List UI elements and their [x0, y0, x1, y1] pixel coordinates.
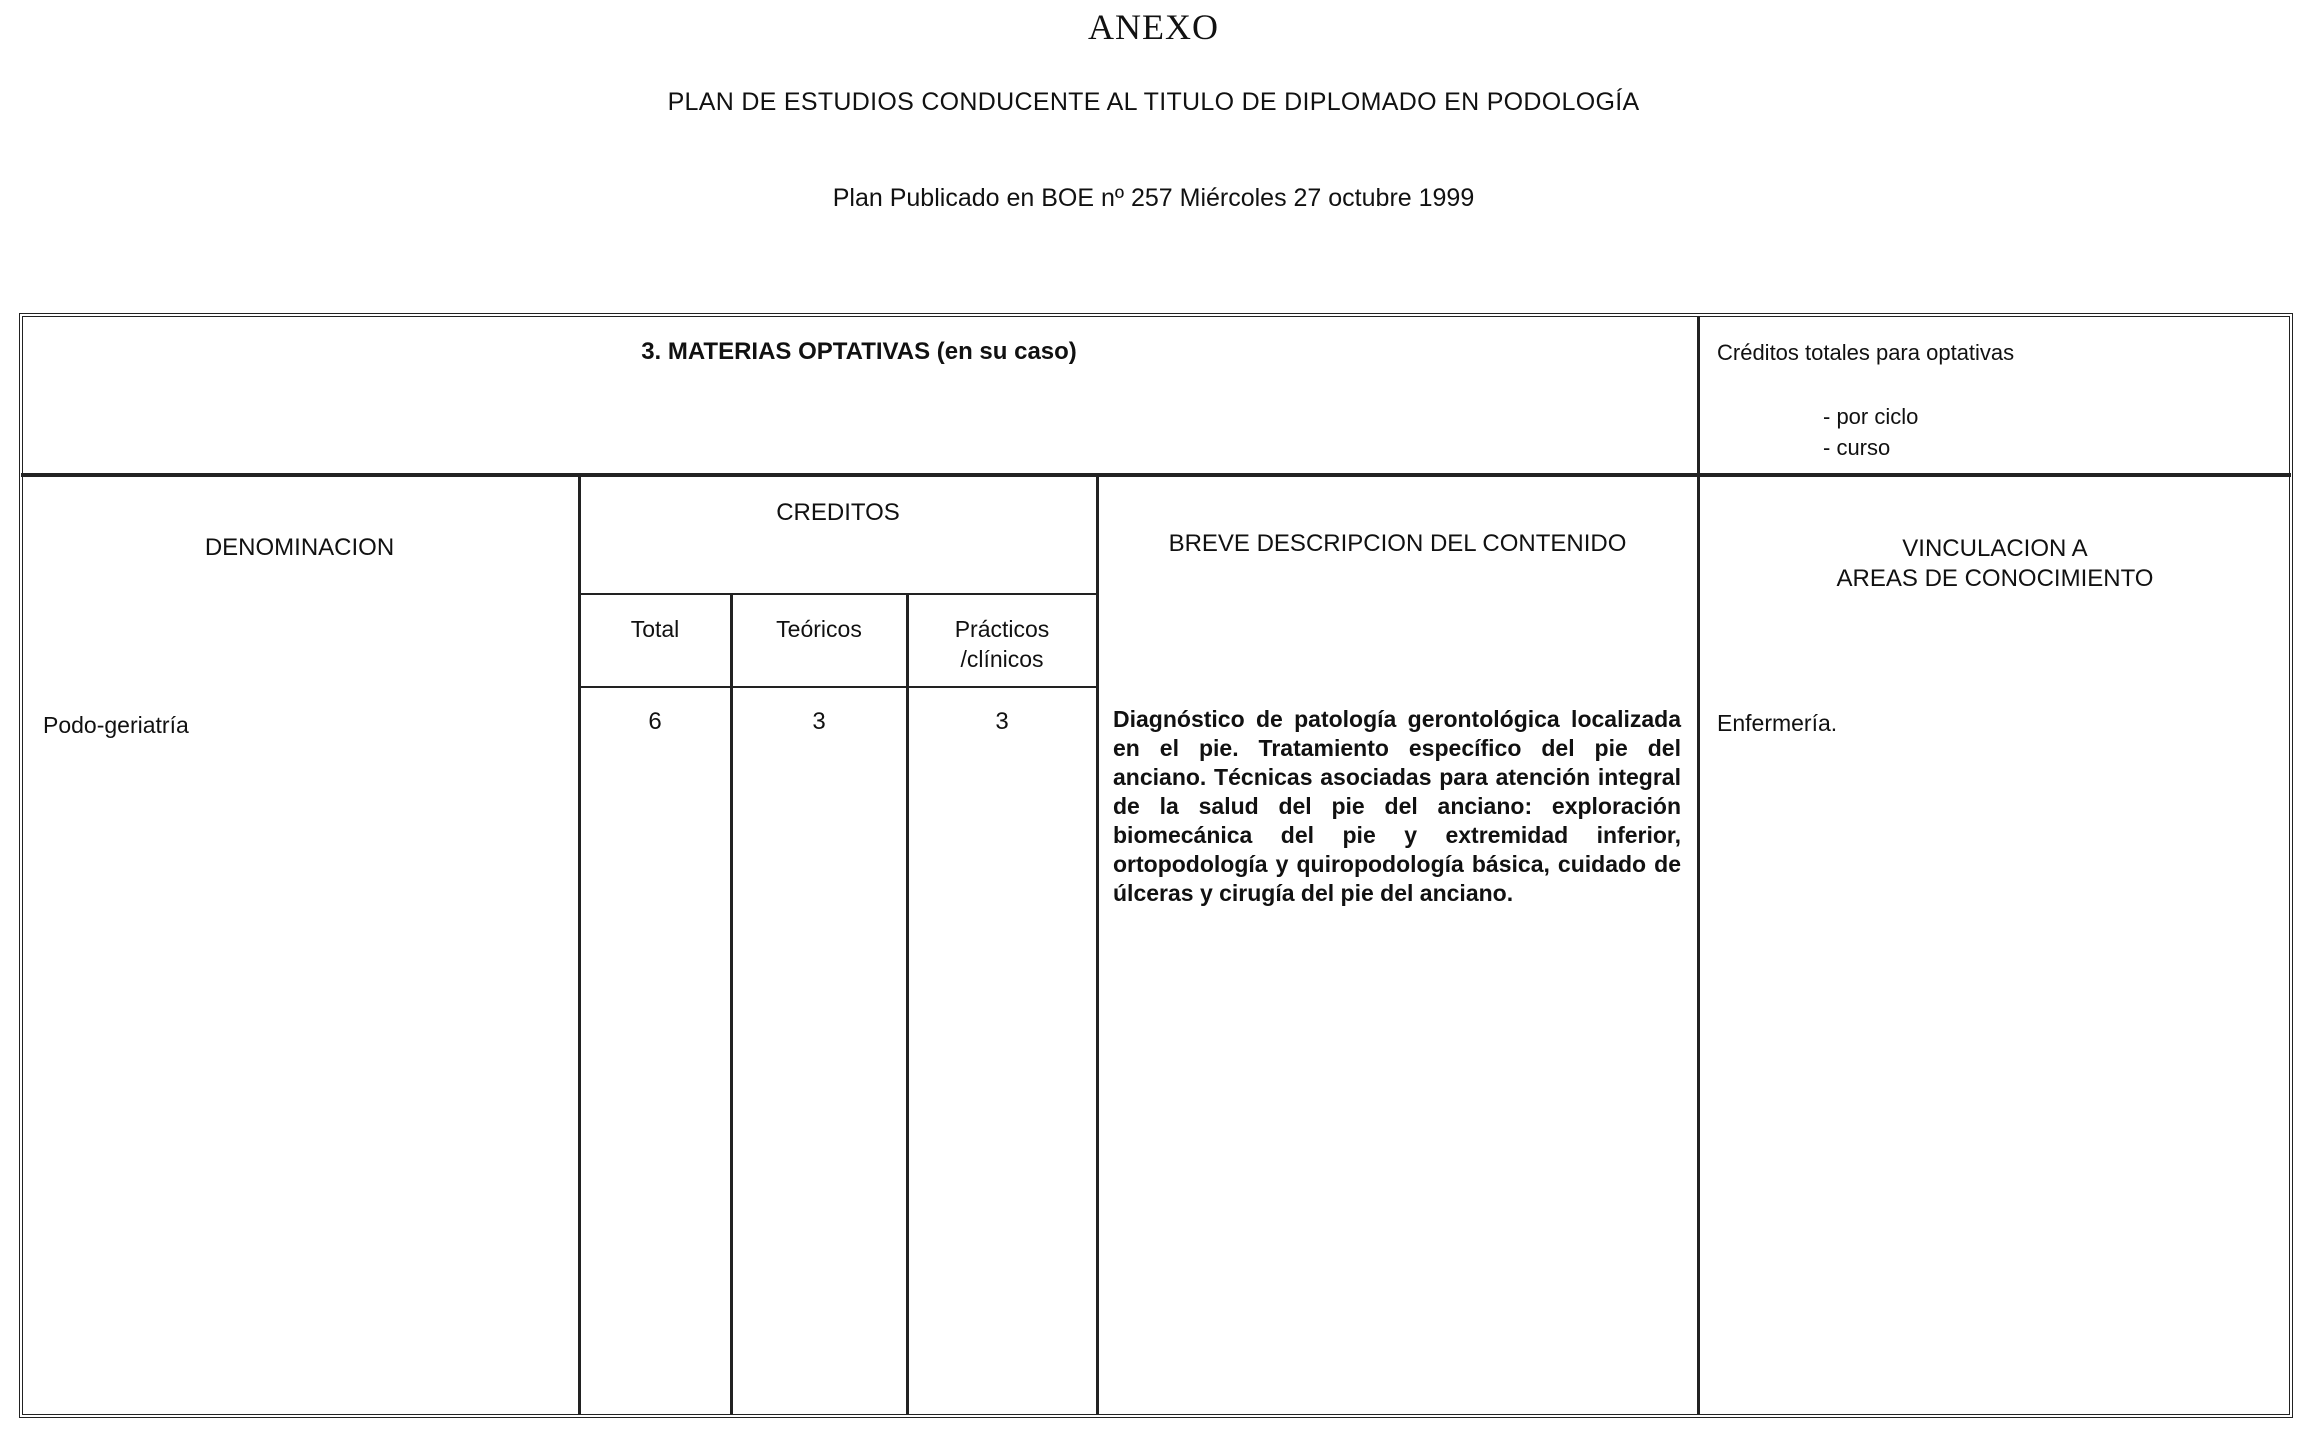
column-header-total: Total — [630, 616, 680, 642]
publication-line: Plan Publicado en BOE nº 257 Miércoles 27 octubre 1999 — [832, 184, 1475, 212]
row-teoricos: 3 — [812, 708, 826, 735]
row-practicos: 3 — [995, 708, 1009, 735]
document-title: ANEXO — [1088, 7, 1219, 47]
column-header-creditos: CREDITOS — [776, 499, 900, 526]
row-denominacion: Podo-geriatría — [43, 712, 189, 738]
section-title: 3. MATERIAS OPTATIVAS (en su caso) — [641, 338, 1077, 365]
creditos-subheader-line — [580, 593, 1098, 595]
row-descripcion: Diagnóstico de patología gerontológica localizada en el pie. Tratamiento específico del pie del anciano. Técnicas asociadas para atención integral de la salud del pie del anciano: exploración biomecánica del pie y extremidad inferior, ortopodología y quiropodología básica, cuidado de úlceras y cirugía del pie del anciano. — [1113, 706, 1681, 906]
row-total: 6 — [648, 708, 662, 735]
column-divider-descripcion — [1697, 477, 1700, 1414]
column-header-descripcion: BREVE DESCRIPCION DEL CONTENIDO — [1168, 530, 1627, 557]
per-cycle-label: - por ciclo — [1823, 404, 1919, 429]
column-header-practicos-line1: Prácticos — [954, 616, 1050, 642]
plan-title: PLAN DE ESTUDIOS CONDUCENTE AL TITULO DE DIPLOMADO EN PODOLOGÍA — [667, 88, 1640, 116]
header-row-divider — [21, 473, 2291, 477]
column-header-denominacion: DENOMINACION — [204, 534, 395, 561]
top-row-divider — [1697, 317, 1700, 477]
column-header-teoricos: Teóricos — [776, 616, 862, 642]
column-header-practicos-line2: /clínicos — [960, 646, 1044, 672]
column-header-vinculacion-line2: AREAS DE CONOCIMIENTO — [1836, 565, 2154, 592]
column-header-vinculacion-line1: VINCULACION A — [1902, 535, 2088, 562]
column-divider-creditos — [1096, 477, 1099, 1414]
per-course-label: - curso — [1823, 435, 1891, 460]
credits-total-label: Créditos totales para optativas — [1717, 340, 2015, 365]
row-vinculacion: Enfermería. — [1717, 710, 1838, 736]
creditos-header-bottom-line — [580, 686, 1098, 688]
